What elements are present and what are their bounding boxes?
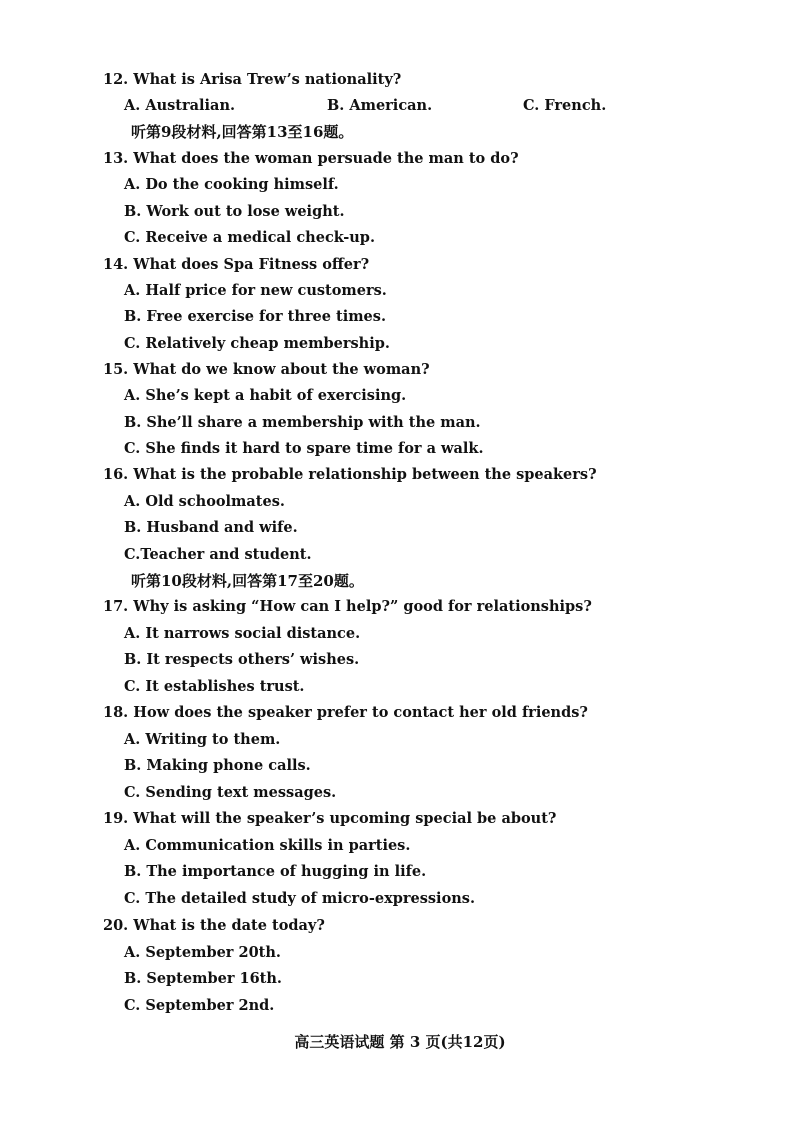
option-20-c: C. September 2nd. <box>124 997 275 1014</box>
question-number: 15. <box>103 361 129 378</box>
page-footer: 高三英语试题 第 3 页(共12页) <box>294 1033 506 1051</box>
option-12-c: C. French. <box>523 97 607 114</box>
option-20-b: B. September 16th. <box>124 970 282 987</box>
option-17-c: C. It establishes trust. <box>124 678 305 695</box>
question-13 <box>103 150 519 168</box>
option-13-b: B. Work out to lose weight. <box>124 203 345 220</box>
question-text: What does the woman persuade the man to do? <box>133 150 519 167</box>
question-20 <box>103 917 325 935</box>
question-text: What will the speaker’s upcoming special be about? <box>133 810 557 827</box>
question-14 <box>103 256 369 274</box>
question-18 <box>103 704 588 722</box>
option-16-c: C.Teacher and student. <box>124 546 312 563</box>
question-text: What does Spa Fitness offer? <box>133 256 370 273</box>
option-17-b: B. It respects others’ wishes. <box>124 651 360 668</box>
option-16-a: A. Old schoolmates. <box>124 493 285 510</box>
question-text: What is Arisa Trew’s nationality? <box>133 71 402 88</box>
question-number: 12. <box>103 71 129 88</box>
option-16-b: B. Husband and wife. <box>124 519 298 536</box>
option-15-c: C. She finds it hard to spare time for a walk. <box>124 440 484 457</box>
option-18-a: A. Writing to them. <box>124 731 281 748</box>
option-17-a: A. It narrows social distance. <box>124 625 361 642</box>
question-19 <box>103 810 556 828</box>
option-12-b: B. American. <box>327 97 433 114</box>
question-number: 14. <box>103 256 129 273</box>
option-18-b: B. Making phone calls. <box>124 757 311 774</box>
question-number: 13. <box>103 150 129 167</box>
option-19-a: A. Communication skills in parties. <box>124 837 411 854</box>
question-number: 16. <box>103 466 129 483</box>
question-number: 18. <box>103 704 129 721</box>
option-19-b: B. The importance of hugging in life. <box>124 863 427 880</box>
question-text: Why is asking “How can I help?” good for relationships? <box>133 598 592 615</box>
option-20-a: A. September 20th. <box>124 944 281 961</box>
option-12-a: A. Australian. <box>124 97 236 114</box>
question-15 <box>103 361 430 379</box>
option-19-c: C. The detailed study of micro-expressions. <box>124 890 475 907</box>
option-14-b: B. Free exercise for three times. <box>124 308 386 325</box>
option-14-c: C. Relatively cheap membership. <box>124 335 390 352</box>
section-heading-10: 听第10段材料,回答第17至20题。 <box>131 572 364 590</box>
option-15-b: B. She’ll share a membership with the man. <box>124 414 481 431</box>
question-text: How does the speaker prefer to contact her old friends? <box>133 704 588 721</box>
question-17 <box>103 598 592 616</box>
question-number: 19. <box>103 810 129 827</box>
question-text: What do we know about the woman? <box>133 361 430 378</box>
option-13-a: A. Do the cooking himself. <box>124 176 339 193</box>
question-number: 17. <box>103 598 129 615</box>
question-text: What is the date today? <box>133 917 325 934</box>
question-number: 20. <box>103 917 129 934</box>
option-13-c: C. Receive a medical check-up. <box>124 229 375 246</box>
question-text: What is the probable relationship between the speakers? <box>133 466 597 483</box>
question-16 <box>103 466 597 484</box>
section-heading-9: 听第9段材料,回答第13至16题。 <box>131 123 354 141</box>
option-14-a: A. Half price for new customers. <box>124 282 387 299</box>
question-12 <box>103 71 401 89</box>
option-18-c: C. Sending text messages. <box>124 784 337 801</box>
option-15-a: A. She’s kept a habit of exercising. <box>124 387 407 404</box>
